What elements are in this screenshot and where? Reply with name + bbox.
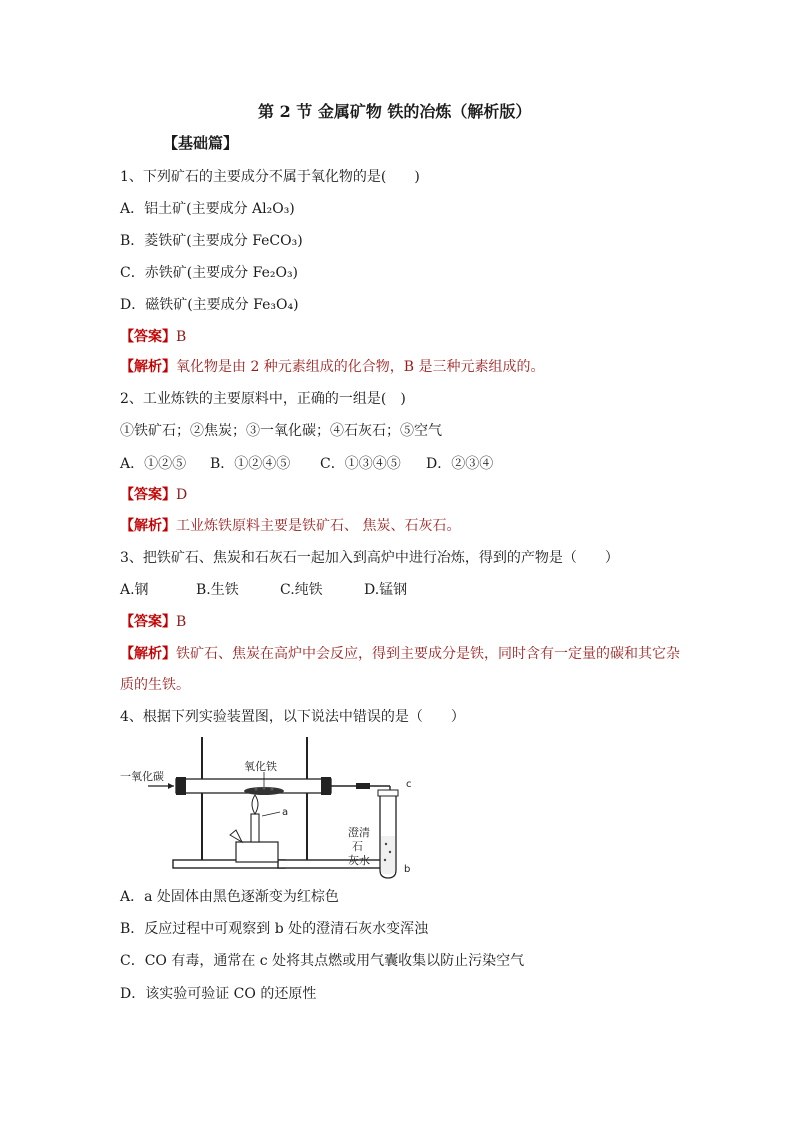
answer-tag: 【答案】 [120, 329, 176, 345]
section-heading: 【基础篇】 [163, 134, 239, 152]
question-4-stem: 4、根据下列实验装置图，以下说法中错误的是（ ） [120, 709, 465, 725]
analysis-text: 工业炼铁原料主要是铁矿石、 焦炭、石灰石。 [176, 518, 461, 534]
question-2-option-c: C．①③④⑤ [320, 456, 401, 472]
analysis-tag: 【解析】 [120, 646, 176, 662]
question-3-analysis [120, 645, 680, 663]
question-4-option-a: A．a 处固体由黑色逐渐变为红棕色 [120, 889, 339, 905]
question-3-answer [120, 613, 186, 631]
analysis-tag: 【解析】 [120, 518, 176, 534]
analysis-text: 氧化物是由 2 种元素组成的化合物，B 是三种元素组成的。 [176, 359, 545, 375]
analysis-text: 铁矿石、焦炭在高炉中会反应，得到主要成分是铁，同时含有一定量的碳和其它杂 [176, 646, 680, 662]
question-3-analysis-cont: 质的生铁。 [120, 677, 190, 693]
question-4-option-d: D．该实验可验证 CO 的还原性 [120, 986, 317, 1002]
page-title: 第 2 节 金属矿物 铁的冶炼（解析版） [258, 102, 532, 121]
label-iron-oxide: 氧化铁 [244, 760, 277, 773]
answer-value: B [176, 329, 187, 345]
question-4-option-c: C．CO 有毒，通常在 c 处将其点燃或用气囊收集以防止污染空气 [120, 953, 525, 969]
answer-value: B [176, 614, 187, 630]
answer-tag: 【答案】 [120, 487, 176, 503]
label-co: 一氧化碳 [120, 770, 164, 783]
question-3-option-b: B.生铁 [196, 582, 239, 598]
question-1-stem: 1、下列矿石的主要成分不属于氧化物的是( ) [120, 169, 420, 185]
question-1-answer [120, 328, 186, 346]
label-a: a [282, 807, 289, 818]
question-1-option-b: B．菱铁矿(主要成分 FeCO₃) [120, 233, 303, 249]
question-2-analysis [120, 517, 460, 535]
label-limewater-1: 澄清 [348, 826, 370, 839]
question-3-stem: 3、把铁矿石、焦炭和石灰石一起加入到高炉中进行冶炼，得到的产物是（ ） [120, 550, 619, 566]
question-2-option-b: B．①②④⑤ [210, 456, 291, 472]
label-limewater-2: 石 [352, 840, 363, 853]
question-1-analysis [120, 358, 545, 376]
question-1-option-c: C．赤铁矿(主要成分 Fe₂O₃) [120, 265, 299, 281]
answer-tag: 【答案】 [120, 614, 176, 630]
label-limewater-3: 灰水 [348, 854, 370, 867]
question-2-stem: 2、工业炼铁的主要原料中，正确的一组是( ) [120, 391, 406, 407]
analysis-tag: 【解析】 [120, 359, 176, 375]
question-1-option-d: D．磁铁矿(主要成分 Fe₃O₄) [120, 297, 299, 313]
question-2-answer [120, 486, 187, 504]
label-c: c [406, 779, 412, 790]
question-2-option-d: D．②③④ [426, 456, 494, 472]
experiment-apparatus-figure [118, 732, 428, 882]
answer-value: D [176, 487, 188, 503]
question-3-option-a: A.钢 [120, 582, 149, 598]
question-4-option-b: B．反应过程中可观察到 b 处的澄清石灰水变浑浊 [120, 921, 429, 937]
question-1-option-a: A．铝土矿(主要成分 Al₂O₃) [120, 201, 295, 217]
question-2-option-a: A．①②⑤ [120, 456, 187, 472]
question-3-option-d: D.锰钢 [364, 582, 408, 598]
question-2-materials: ①铁矿石；②焦炭；③一氧化碳；④石灰石；⑤空气 [120, 423, 442, 439]
label-b: b [404, 864, 411, 875]
question-3-option-c: C.纯铁 [280, 582, 323, 598]
